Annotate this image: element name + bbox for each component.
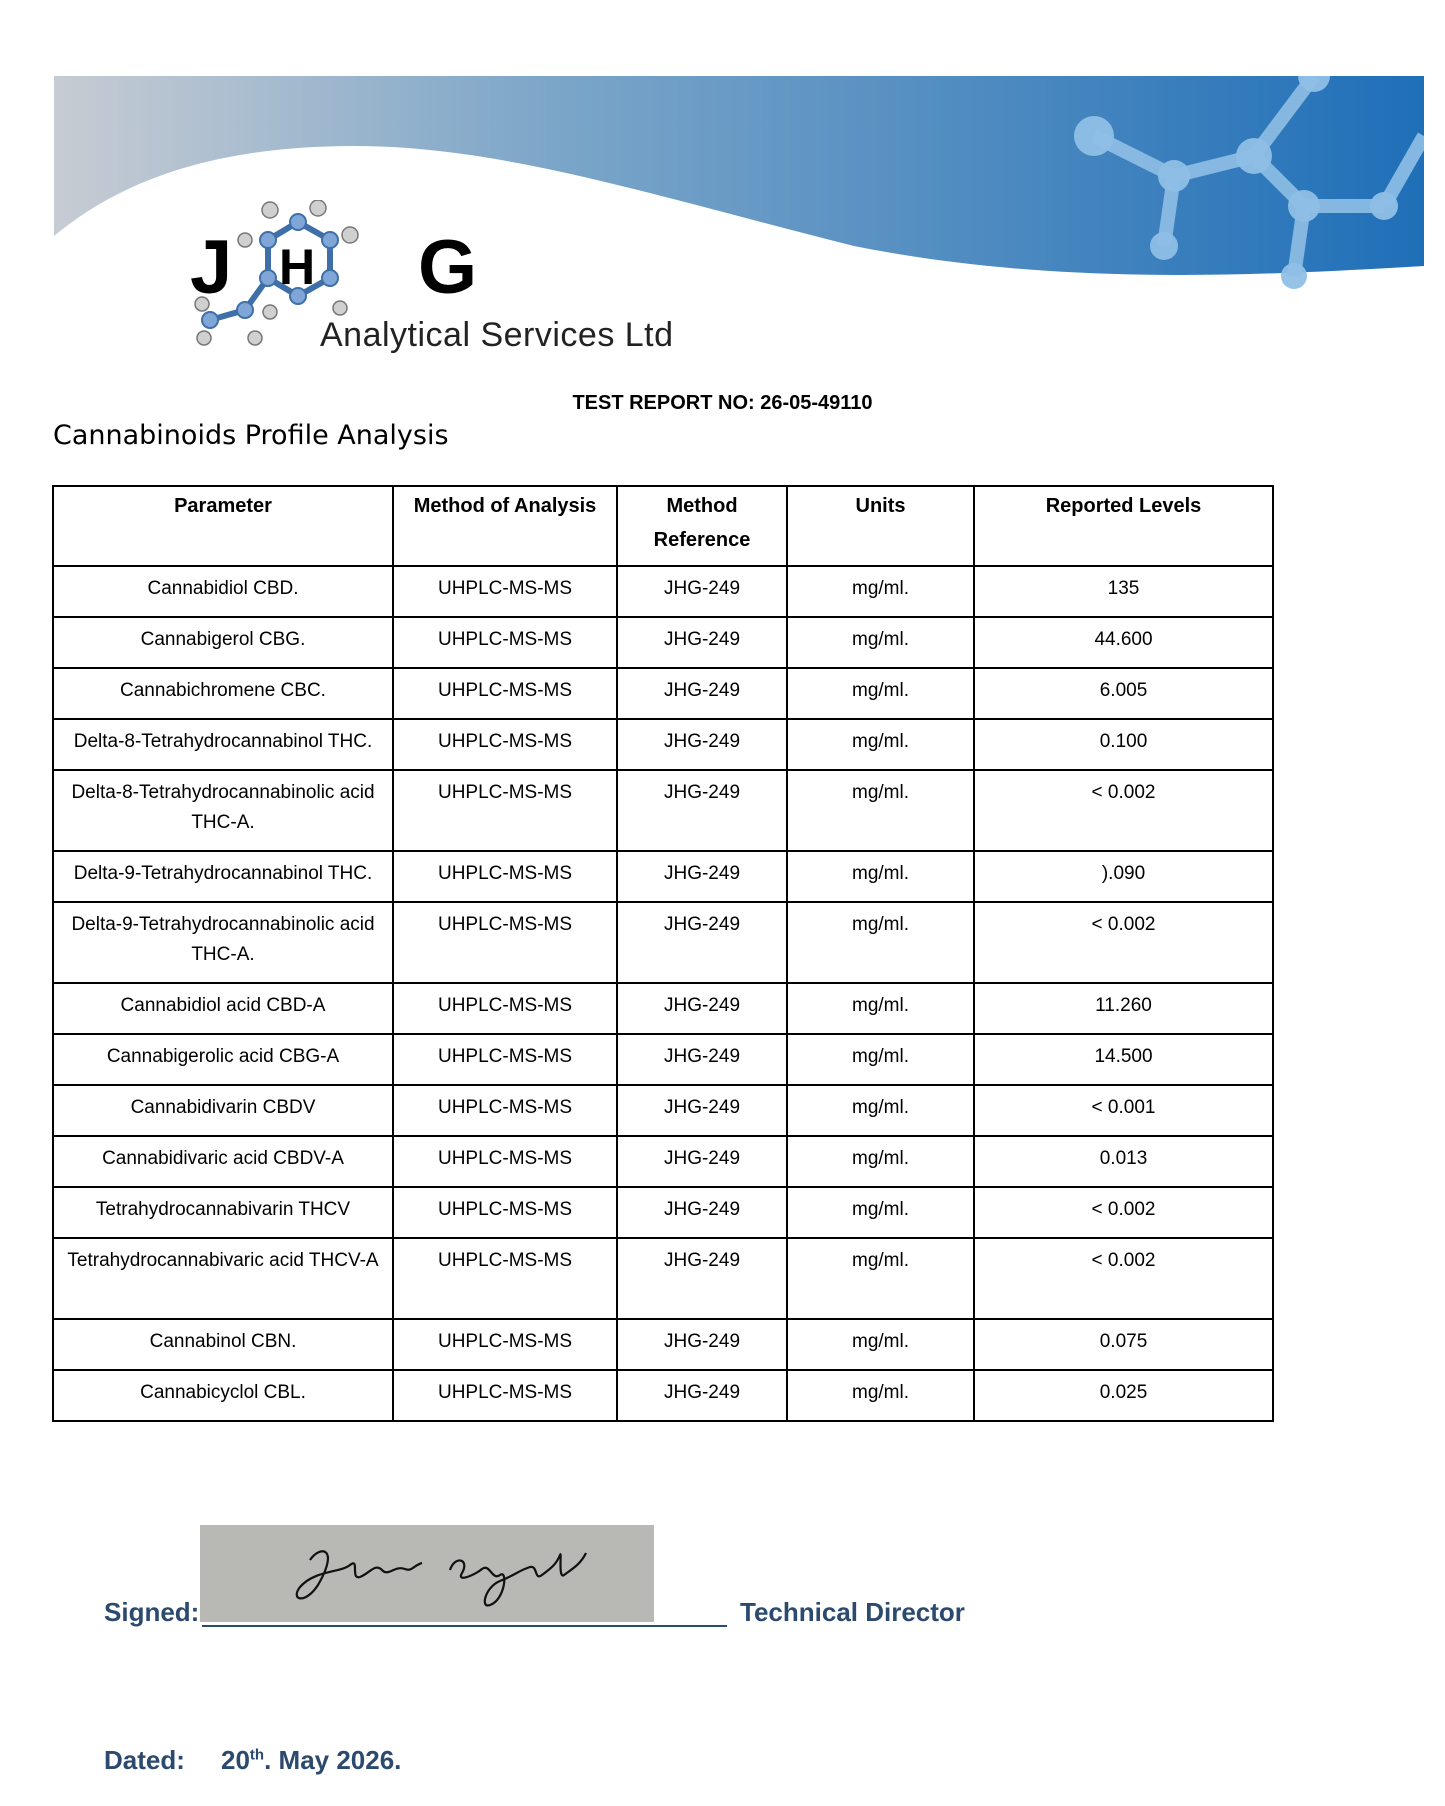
table-row — [53, 617, 1273, 668]
method-cell: UHPLC-MS-MS — [393, 719, 617, 770]
table-row — [53, 983, 1273, 1034]
parameter-cell: Tetrahydrocannabivarin THCV — [53, 1187, 393, 1238]
table-row — [53, 719, 1273, 770]
method-cell: UHPLC-MS-MS — [393, 1187, 617, 1238]
method-cell: UHPLC-MS-MS — [393, 770, 617, 851]
table-header-row — [53, 486, 1273, 566]
level-cell: 44.600 — [974, 617, 1273, 668]
units-cell: mg/ml. — [787, 1319, 974, 1370]
units-cell: mg/ml. — [787, 566, 974, 617]
signer-role: Technical Director — [740, 1597, 965, 1627]
table-row — [53, 1319, 1273, 1370]
report-date — [221, 1745, 401, 1776]
reference-cell: JHG-249 — [617, 1238, 787, 1319]
logo-letter-h: H — [279, 239, 316, 295]
table-row — [53, 902, 1273, 983]
report-number: TEST REPORT NO: 26-05-49110 — [572, 392, 873, 414]
reference-cell: JHG-249 — [617, 1370, 787, 1421]
units-cell: mg/ml. — [787, 1136, 974, 1187]
reference-cell: JHG-249 — [617, 1034, 787, 1085]
level-cell: 0.100 — [974, 719, 1273, 770]
table-row — [53, 1370, 1273, 1421]
parameter-cell: Delta-8-Tetrahydrocannabinolic acid THC-A. — [53, 770, 393, 851]
table-row — [53, 1136, 1273, 1187]
results-table — [52, 485, 1274, 1422]
table-row — [53, 668, 1273, 719]
parameter-cell: Delta-8-Tetrahydrocannabinol THC. — [53, 719, 393, 770]
column-header-parameter: Parameter — [53, 486, 393, 566]
reference-cell: JHG-249 — [617, 668, 787, 719]
method-cell: UHPLC-MS-MS — [393, 566, 617, 617]
column-header-units: Units — [787, 486, 974, 566]
reference-cell: JHG-249 — [617, 851, 787, 902]
method-cell: UHPLC-MS-MS — [393, 668, 617, 719]
reference-cell: JHG-249 — [617, 1085, 787, 1136]
units-cell: mg/ml. — [787, 1085, 974, 1136]
table-row — [53, 1187, 1273, 1238]
logo-letter-j: J — [190, 225, 233, 310]
column-header-method: Method of Analysis — [393, 486, 617, 566]
reference-cell: JHG-249 — [617, 719, 787, 770]
reference-cell: JHG-249 — [617, 770, 787, 851]
level-cell: 0.075 — [974, 1319, 1273, 1370]
date-rest: . May 2026. — [264, 1745, 402, 1775]
method-cell: UHPLC-MS-MS — [393, 902, 617, 983]
units-cell: mg/ml. — [787, 1034, 974, 1085]
method-cell: UHPLC-MS-MS — [393, 1085, 617, 1136]
parameter-cell: Cannabidivarin CBDV — [53, 1085, 393, 1136]
parameter-cell: Cannabidiol acid CBD-A — [53, 983, 393, 1034]
level-cell: 6.005 — [974, 668, 1273, 719]
units-cell: mg/ml. — [787, 1370, 974, 1421]
level-cell: ).090 — [974, 851, 1273, 902]
table-row — [53, 1034, 1273, 1085]
units-cell: mg/ml. — [787, 1187, 974, 1238]
reference-cell: JHG-249 — [617, 1187, 787, 1238]
method-cell: UHPLC-MS-MS — [393, 1319, 617, 1370]
report-title: Cannabinoids Profile Analysis — [53, 420, 449, 451]
method-cell: UHPLC-MS-MS — [393, 1136, 617, 1187]
signature-line — [202, 1625, 727, 1627]
units-cell: mg/ml. — [787, 1238, 974, 1319]
units-cell: mg/ml. — [787, 668, 974, 719]
reference-cell: JHG-249 — [617, 617, 787, 668]
level-cell: 135 — [974, 566, 1273, 617]
company-logo — [190, 200, 750, 370]
table-row — [53, 1238, 1273, 1319]
reference-cell: JHG-249 — [617, 1319, 787, 1370]
reference-cell: JHG-249 — [617, 983, 787, 1034]
date-day: 20 — [221, 1745, 250, 1775]
logo-letter-g: G — [418, 225, 478, 310]
reference-cell: JHG-249 — [617, 902, 787, 983]
reference-cell: JHG-249 — [617, 1136, 787, 1187]
level-cell: < 0.002 — [974, 902, 1273, 983]
column-header-levels: Reported Levels — [974, 486, 1273, 566]
method-cell: UHPLC-MS-MS — [393, 1370, 617, 1421]
units-cell: mg/ml. — [787, 983, 974, 1034]
company-name: Analytical Services Ltd — [320, 316, 674, 354]
method-cell: UHPLC-MS-MS — [393, 851, 617, 902]
parameter-cell: Delta-9-Tetrahydrocannabinol THC. — [53, 851, 393, 902]
level-cell: 11.260 — [974, 983, 1273, 1034]
level-cell: < 0.001 — [974, 1085, 1273, 1136]
parameter-cell: Delta-9-Tetrahydrocannabinolic acid THC-A. — [53, 902, 393, 983]
level-cell: < 0.002 — [974, 1187, 1273, 1238]
table-row — [53, 770, 1273, 851]
reference-cell: JHG-249 — [617, 566, 787, 617]
parameter-cell: Cannabigerol CBG. — [53, 617, 393, 668]
parameter-cell: Cannabicyclol CBL. — [53, 1370, 393, 1421]
level-cell: < 0.002 — [974, 1238, 1273, 1319]
level-cell: 14.500 — [974, 1034, 1273, 1085]
parameter-cell: Cannabigerolic acid CBG-A — [53, 1034, 393, 1085]
level-cell: < 0.002 — [974, 770, 1273, 851]
units-cell: mg/ml. — [787, 719, 974, 770]
table-row — [53, 566, 1273, 617]
method-cell: UHPLC-MS-MS — [393, 1034, 617, 1085]
dated-label: Dated: — [104, 1745, 185, 1775]
units-cell: mg/ml. — [787, 770, 974, 851]
units-cell: mg/ml. — [787, 902, 974, 983]
table-row — [53, 1085, 1273, 1136]
method-cell: UHPLC-MS-MS — [393, 1238, 617, 1319]
level-cell: 0.013 — [974, 1136, 1273, 1187]
parameter-cell: Cannabinol CBN. — [53, 1319, 393, 1370]
parameter-cell: Cannabidivaric acid CBDV-A — [53, 1136, 393, 1187]
method-cell: UHPLC-MS-MS — [393, 617, 617, 668]
units-cell: mg/ml. — [787, 617, 974, 668]
parameter-cell: Tetrahydrocannabivaric acid THCV-A — [53, 1238, 393, 1319]
column-header-reference: Method Reference — [617, 486, 787, 566]
table-row — [53, 851, 1273, 902]
date-ordinal: th — [249, 1746, 265, 1764]
method-cell: UHPLC-MS-MS — [393, 983, 617, 1034]
signature-image — [200, 1525, 654, 1622]
level-cell: 0.025 — [974, 1370, 1273, 1421]
units-cell: mg/ml. — [787, 851, 974, 902]
signed-label: Signed: — [104, 1597, 200, 1627]
parameter-cell: Cannabichromene CBC. — [53, 668, 393, 719]
parameter-cell: Cannabidiol CBD. — [53, 566, 393, 617]
